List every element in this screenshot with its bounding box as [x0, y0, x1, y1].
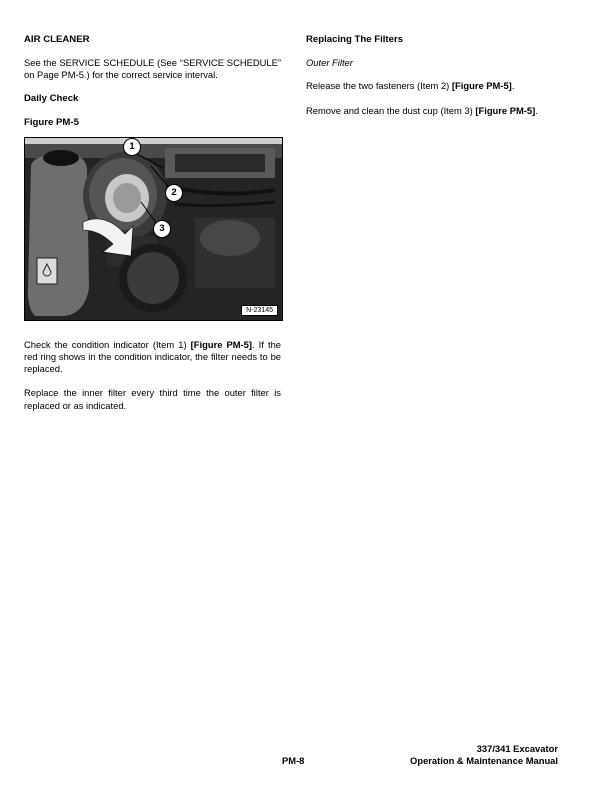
- figure-reference: [Figure PM-5]: [190, 338, 253, 350]
- para-text: Release the two fasteners (Item 2): [306, 80, 452, 92]
- para-text: .: [511, 80, 515, 92]
- para-text: Check the condition indicator (Item 1): [24, 338, 191, 350]
- para-text: .: [535, 104, 538, 116]
- callout-2: 2: [165, 184, 183, 202]
- footer-model: 337/341 Excavator: [476, 743, 558, 754]
- footer-title: [410, 743, 558, 767]
- figure-reference: [Figure PM-5]: [475, 104, 536, 116]
- right-column: [306, 34, 570, 117]
- page-number: PM-8: [282, 755, 305, 766]
- footer-manual: Operation & Maintenance Manual: [410, 755, 558, 766]
- figure-pm-5-photo: [24, 137, 283, 321]
- figure-label: Figure PM-5: [24, 116, 79, 128]
- section-heading-replacing-filters: Replacing The Filters: [306, 34, 404, 45]
- section-heading-air-cleaner: AIR CLEANER: [24, 34, 90, 45]
- callout-3: 3: [153, 220, 171, 238]
- inner-filter-paragraph: Replace the inner filter every third time the outer filter is replaced or as indicated.: [24, 387, 281, 411]
- left-column: [24, 34, 281, 412]
- callout-1: 1: [123, 138, 141, 156]
- para-text: . If the red ring shows in the condition indicator, the filter needs to be replaced.: [24, 338, 281, 375]
- release-fasteners-paragraph: [306, 80, 570, 92]
- figure-code: N-23145: [241, 305, 278, 316]
- para-text: Remove and clean the dust cup (Item 3): [306, 104, 476, 116]
- condition-indicator-paragraph: [24, 339, 281, 376]
- subheading-daily-check: Daily Check: [24, 92, 79, 104]
- subheading-outer-filter: Outer Filter: [306, 57, 353, 68]
- dust-cup-paragraph: [306, 105, 570, 117]
- figure-reference: [Figure PM-5]: [451, 80, 512, 92]
- intro-paragraph: See the SERVICE SCHEDULE (See “SERVICE SCHEDULE” on Page PM-5.) for the correct service interval.: [24, 57, 281, 81]
